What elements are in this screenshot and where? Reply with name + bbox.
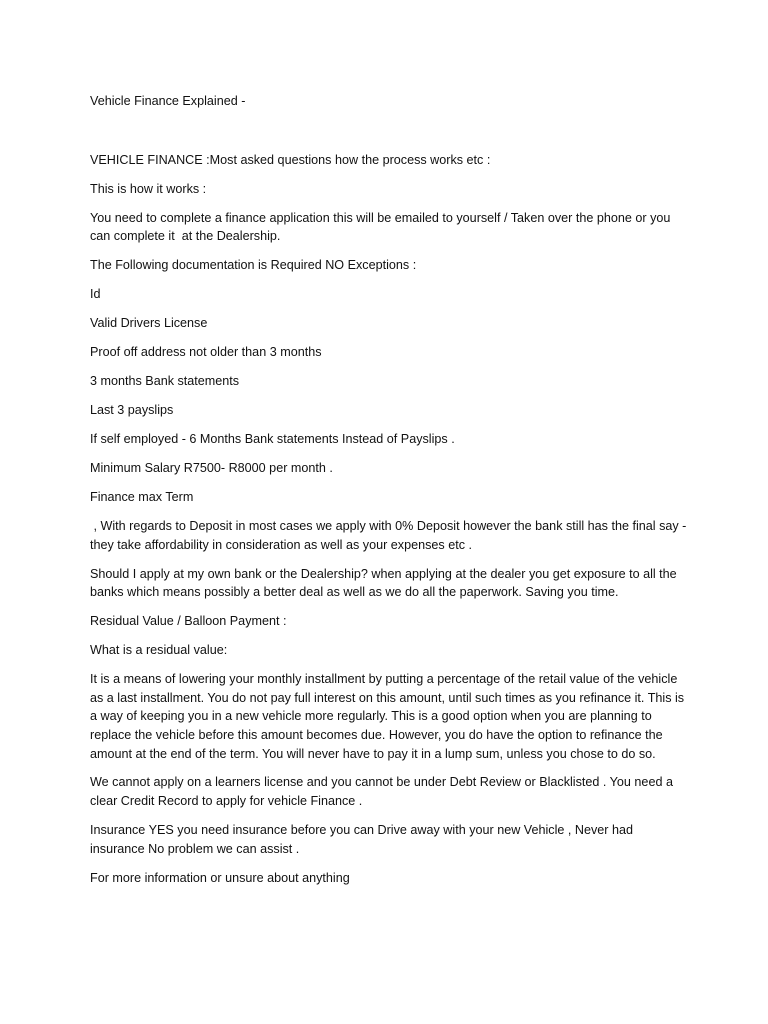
list-item-drivers-license: Valid Drivers License bbox=[90, 316, 208, 331]
paragraph-intro: VEHICLE FINANCE :Most asked questions how the process works etc : bbox=[90, 152, 491, 167]
list-item-id: Id bbox=[90, 287, 101, 302]
paragraph-insurance: Insurance YES you need insurance before you can Drive away with your new Vehicle , Never had insurance No problem we can assist . bbox=[90, 823, 637, 856]
document-title: Vehicle Finance Explained - bbox=[90, 94, 246, 108]
paragraph-application: You need to complete a finance application this will be emailed to yourself / Taken over the phone or you can complete it at the Dealership. bbox=[90, 210, 674, 244]
paragraph-residual-explanation: It is a means of lowering your monthly installment by putting a percentage of the retail value of the vehicle as a last installment. You do not pay full interest on this amount, until such times as you refinance it. This is a way of keeping you in a new vehicle more regularly. This is a good option when you are planning to replace the vehicle before this amount becomes due. However, you do have the option to refinance the amount at the end of the term. You will never have to pay it in a lump sum, unless you chose to do so. bbox=[90, 672, 688, 761]
paragraph-finance-term: Finance max Term bbox=[90, 490, 194, 505]
paragraph-documentation-heading: The Following documentation is Required NO Exceptions : bbox=[90, 258, 417, 273]
list-item-payslips: Last 3 payslips bbox=[90, 403, 174, 418]
paragraph-bank-or-dealership: Should I apply at my own bank or the Dealership? when applying at the dealer you get exposure to all the banks which means possibly a better deal as well as we do all the paperwork. Saving you time. bbox=[90, 566, 681, 600]
paragraph-minimum-salary: Minimum Salary R7500- R8000 per month . bbox=[90, 461, 333, 476]
paragraph-more-info: For more information or unsure about anything bbox=[90, 870, 350, 885]
paragraph-how-it-works: This is how it works : bbox=[90, 181, 207, 196]
list-item-bank-statements: 3 months Bank statements bbox=[90, 374, 240, 389]
document-page bbox=[90, 92, 690, 898]
paragraph-deposit: , With regards to Deposit in most cases we apply with 0% Deposit however the bank still has the final say - they take affordability in consideration as well as your expenses etc . bbox=[90, 519, 690, 552]
list-item-proof-of-address: Proof off address not older than 3 months bbox=[90, 345, 322, 360]
paragraph-residual-question: What is a residual value: bbox=[90, 643, 228, 658]
paragraph-self-employed: If self employed - 6 Months Bank statements Instead of Payslips . bbox=[90, 432, 455, 447]
paragraph-eligibility: We cannot apply on a learners license and you cannot be under Debt Review or Blacklisted . You need a clear Credit Record to apply for vehicle Finance . bbox=[90, 775, 677, 809]
paragraph-residual-heading: Residual Value / Balloon Payment : bbox=[90, 614, 287, 629]
